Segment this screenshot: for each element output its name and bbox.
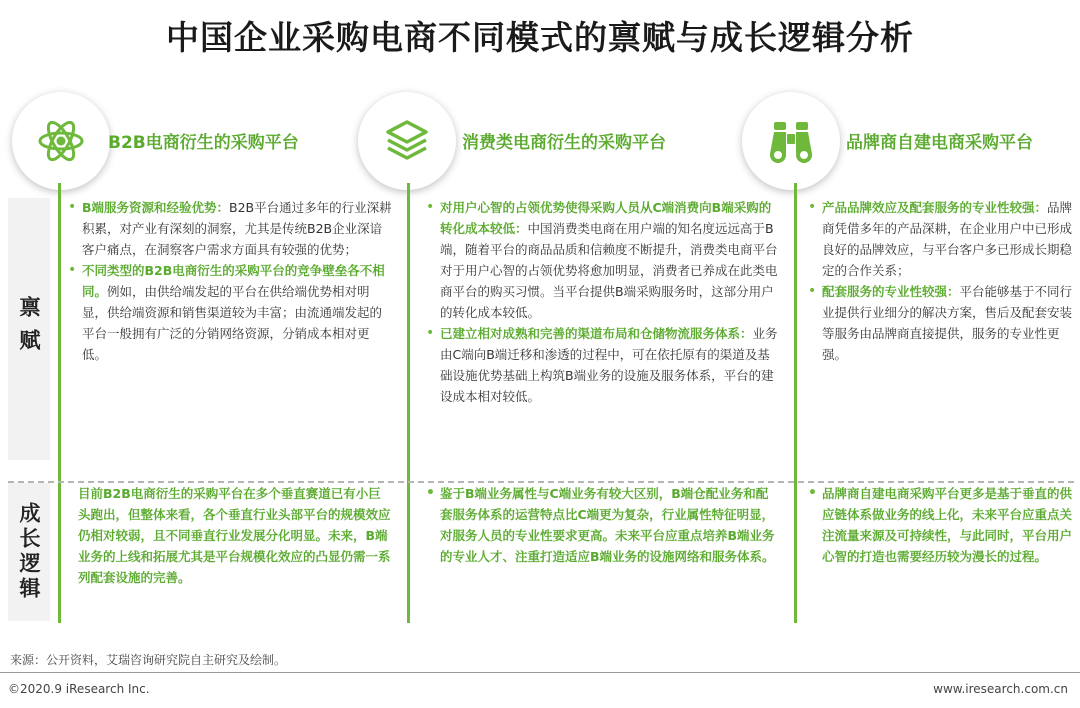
row-label-text: 禀赋 — [17, 296, 41, 362]
copyright: ©2020.9 iResearch Inc. — [8, 682, 150, 696]
column-header-consumer — [358, 92, 708, 190]
row-label-endowment — [8, 198, 50, 460]
source-note: 来源：公开资料，艾瑞咨询研究院自主研究及绘制。 — [10, 653, 287, 667]
list-item: • 品牌商自建电商采购平台更多是基于垂直的供应链体系做业务的线上化，未来平台应重点关注流量来源及可持续性，与此同时，平台用户心智的打造也需要经历较为漫长的过程。 — [804, 483, 1074, 567]
website-link[interactable]: www.iresearch.com.cn — [933, 682, 1068, 696]
column-divider — [794, 183, 797, 623]
column-title: 消费类电商衍生的采购平台 — [462, 133, 666, 153]
list-item: • 鉴于B端业务属性与C端业务有较大区别，B端仓配业务和配套服务体系的运营特点比C端更为复杂，行业属性特征明显，对服务人员的专业性要求更高。未来平台应重点培养B端业务的专业人才、注重打造适应B端业务的设施网络和服务体系。 — [422, 483, 778, 567]
list-item: • 对用户心智的占领优势使得采购人员从C端消费向B端采购的转化成本较低：中国消费类电商在用户端的知名度远远高于B端，随着平台的商品品质和信赖度不断提升，消费类电商平台对于用户心智的占领优势将愈加明显，消费者已养成在此类电商平台的购买习惯。当平台提供B端采购服务时，这部分用户的转化成本较低。 — [422, 197, 778, 323]
column-title: B2B电商衍生的采购平台 — [108, 133, 299, 153]
atom-icon — [12, 92, 110, 190]
footer-divider — [0, 672, 1080, 673]
growth-cell-consumer — [422, 483, 778, 567]
growth-cell-b2b: 目前B2B电商衍生的采购平台在多个垂直赛道已有小巨头跑出，但整体来看，各个垂直行业头部平台的规模效应仍相对较弱，且不同垂直行业发展分化明显。未来，B端业务的上线和拓展尤其是平台规模化效应的凸显仍需一系列配套设施的完善。 — [78, 486, 391, 585]
layers-icon — [358, 92, 456, 190]
row-label-growth — [8, 483, 50, 621]
binoculars-icon — [742, 92, 840, 190]
column-divider — [58, 183, 61, 623]
list-item: • 产品品牌效应及配套服务的专业性较强：品牌商凭借多年的产品深耕，在企业用户中已形成良好的品牌效应，与平台客户多已形成长期稳定的合作关系； — [804, 197, 1074, 281]
list-item: • 已建立相对成熟和完善的渠道布局和仓储物流服务体系：业务由C端向B端迁移和渗透的过程中，可在依托原有的渠道及基础设施优势基础上构筑B端业务的设施及服务体系，平台的建设成本相对较低。 — [422, 323, 778, 407]
endowment-cell-brand — [804, 197, 1074, 365]
page-title: 中国企业采购电商不同模式的禀赋与成长逻辑分析 — [166, 18, 914, 57]
column-header-brand — [742, 92, 1080, 190]
column-divider — [407, 183, 410, 623]
list-item: • 配套服务的专业性较强：平台能够基于不同行业提供行业细分的解决方案，售后及配套安装等服务由品牌商直接提供，服务的专业性更强。 — [804, 281, 1074, 365]
list-item: • 不同类型的B2B电商衍生的采购平台的竞争壁垒各不相同。例如，由供给端发起的平台在供给端优势相对明显，供给端资源和销售渠道较为丰富；由流通端发起的平台一般拥有广泛的分销网络资源，分销成本相对更低。 — [64, 260, 392, 365]
column-header-b2b — [12, 92, 362, 190]
endowment-cell-consumer — [422, 197, 778, 407]
endowment-cell-b2b — [64, 197, 392, 365]
list-item: • B端服务资源和经验优势：B2B平台通过多年的行业深耕积累，对产业有深刻的洞察，尤其是传统B2B企业深谙客户痛点，在洞察客户需求方面具有较强的优势； — [64, 197, 392, 260]
column-title: 品牌商自建电商采购平台 — [846, 133, 1033, 153]
growth-cell-brand — [804, 483, 1074, 567]
row-label-text: 成长逻辑 — [17, 502, 41, 602]
